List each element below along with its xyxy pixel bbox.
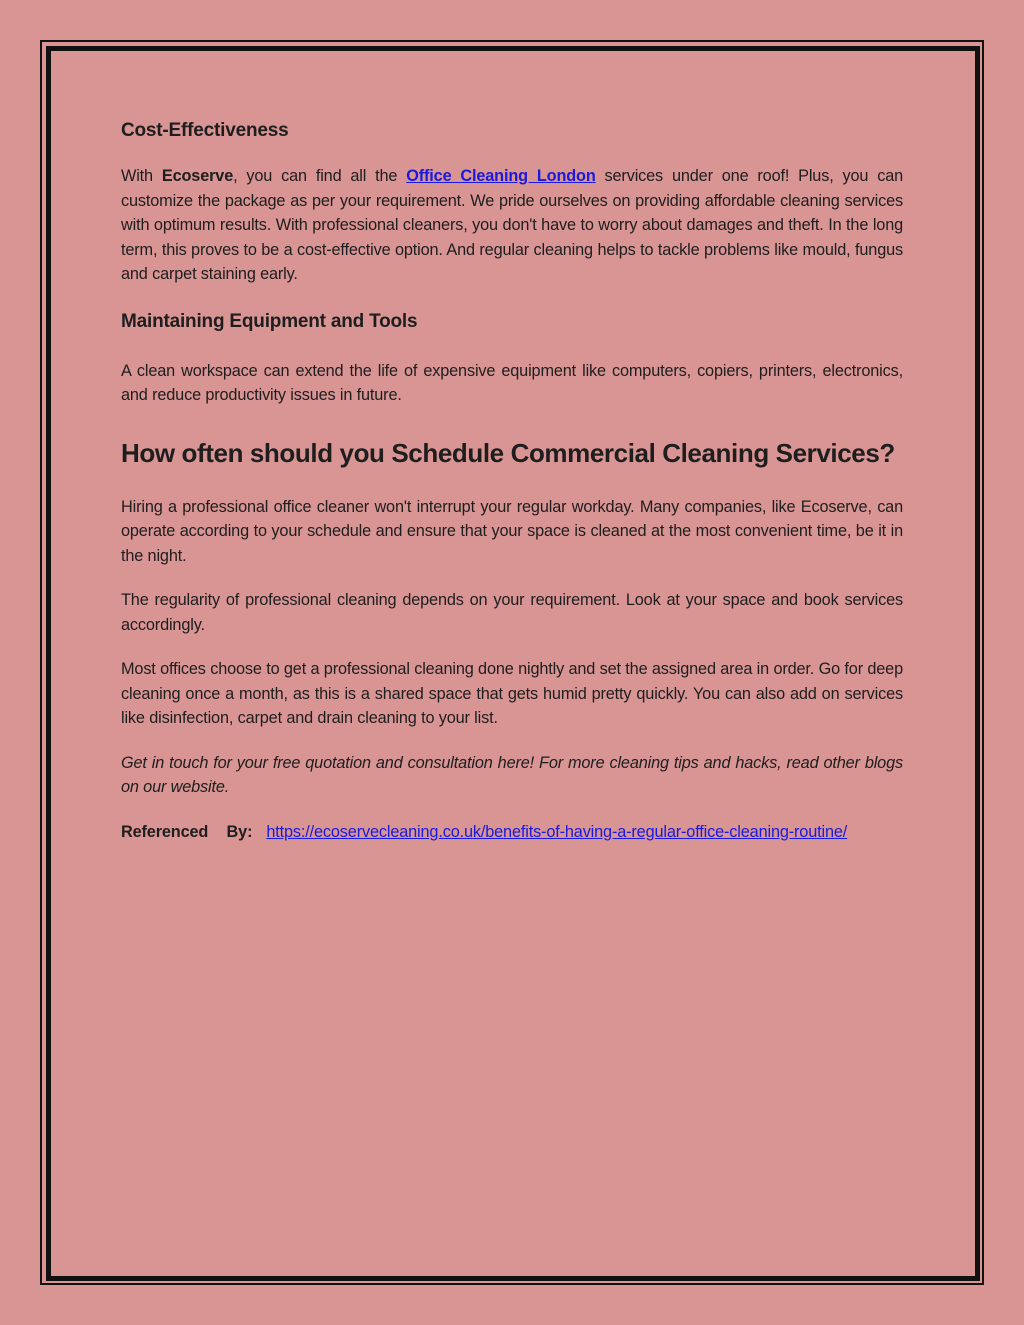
- schedule-paragraph-2: The regularity of professional cleaning depends on your requirement. Look at your space and book services accordingly.: [121, 591, 903, 634]
- cost-text-intro: With: [121, 167, 162, 185]
- reference-row: [121, 820, 903, 845]
- cost-effectiveness-heading: Cost-Effectiveness: [121, 120, 289, 141]
- cost-text-mid: , you can find all the: [233, 167, 407, 185]
- cost-text-rest: services under one roof! Plus, you can customize the package as per your requirement. We pride ourselves on providing affordable cleaning services with optimum results. With professional cleaners, you don't have to worry about damages and theft. In the long term, this proves to be a cost-effective option. And regular cleaning helps to tackle problems like mould, fungus and carpet staining early.: [121, 167, 904, 283]
- schedule-paragraph-1: Hiring a professional office cleaner won't interrupt your regular workday. Many companies, like Ecoserve, can operate according to your schedule and ensure that your space is cleaned at the most convenient time, be it in the night.: [121, 497, 903, 565]
- maintaining-equipment-heading: Maintaining Equipment and Tools: [121, 310, 418, 332]
- reference-label: Referenced By:: [121, 822, 253, 841]
- document-body: [121, 120, 903, 844]
- schedule-paragraph-3: Most offices choose to get a professional cleaning done nightly and set the assigned area in order. Go for deep cleaning once a month, as this is a shared space that gets humid pretty quickly. You can also add on services like disinfection, carpet and drain cleaning to your list.: [121, 660, 903, 727]
- cost-effectiveness-paragraph: [121, 164, 903, 287]
- maintaining-equipment-paragraph: A clean workspace can extend the life of expensive equipment like computers, copiers, printers, electronics, and reduce productivity issues in future.: [121, 361, 903, 404]
- schedule-heading: How often should you Schedule Commercial Cleaning Services?: [121, 437, 895, 468]
- reference-link[interactable]: https://ecoservecleaning.co.uk/benefits-of-having-a-regular-office-cleaning-routine/: [266, 822, 848, 841]
- office-cleaning-london-link[interactable]: Office Cleaning London: [406, 167, 596, 185]
- call-to-action-paragraph: Get in touch for your free quotation and consultation here! For more cleaning tips and hacks, read other blogs on our website.: [121, 753, 903, 796]
- brand-name: Ecoserve: [161, 167, 234, 185]
